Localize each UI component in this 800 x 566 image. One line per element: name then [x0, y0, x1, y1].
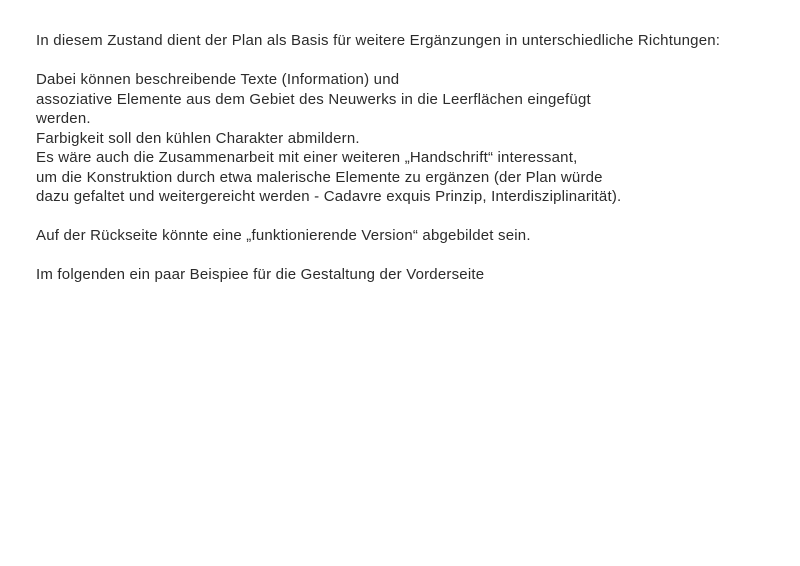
paragraph-description: [36, 70, 764, 207]
text-line: In diesem Zustand dient der Plan als Basis für weitere Ergänzungen in unterschiedliche Richtungen:: [36, 32, 721, 49]
text-line: Dabei können beschreibende Texte (Information) und: [36, 71, 400, 88]
text-line: Es wäre auch die Zusammenarbeit mit einer weiteren „Handschrift“ interessant,: [36, 149, 578, 166]
text-line: dazu gefaltet und weitergereicht werden - Cadavre exquis Prinzip, Interdisziplinarität).: [36, 188, 622, 205]
paragraph-rueckseite: [36, 226, 764, 246]
paragraph-beispiele: [36, 265, 764, 285]
text-line: Auf der Rückseite könnte eine „funktionierende Version“ abgebildet sein.: [36, 227, 531, 244]
text-line: assoziative Elemente aus dem Gebiet des Neuwerks in die Leerflächen eingefügt: [36, 90, 591, 108]
text-line: Farbigkeit soll den kühlen Charakter abmildern.: [36, 129, 360, 147]
text-line: Im folgenden ein paar Beispiee für die Gestaltung der Vorderseite: [36, 266, 485, 283]
text-line: werden.: [36, 110, 91, 127]
document-text-block: [36, 31, 764, 285]
text-line: um die Konstruktion durch etwa malerische Elemente zu ergänzen (der Plan würde: [36, 168, 603, 186]
paragraph-intro: [36, 31, 764, 51]
